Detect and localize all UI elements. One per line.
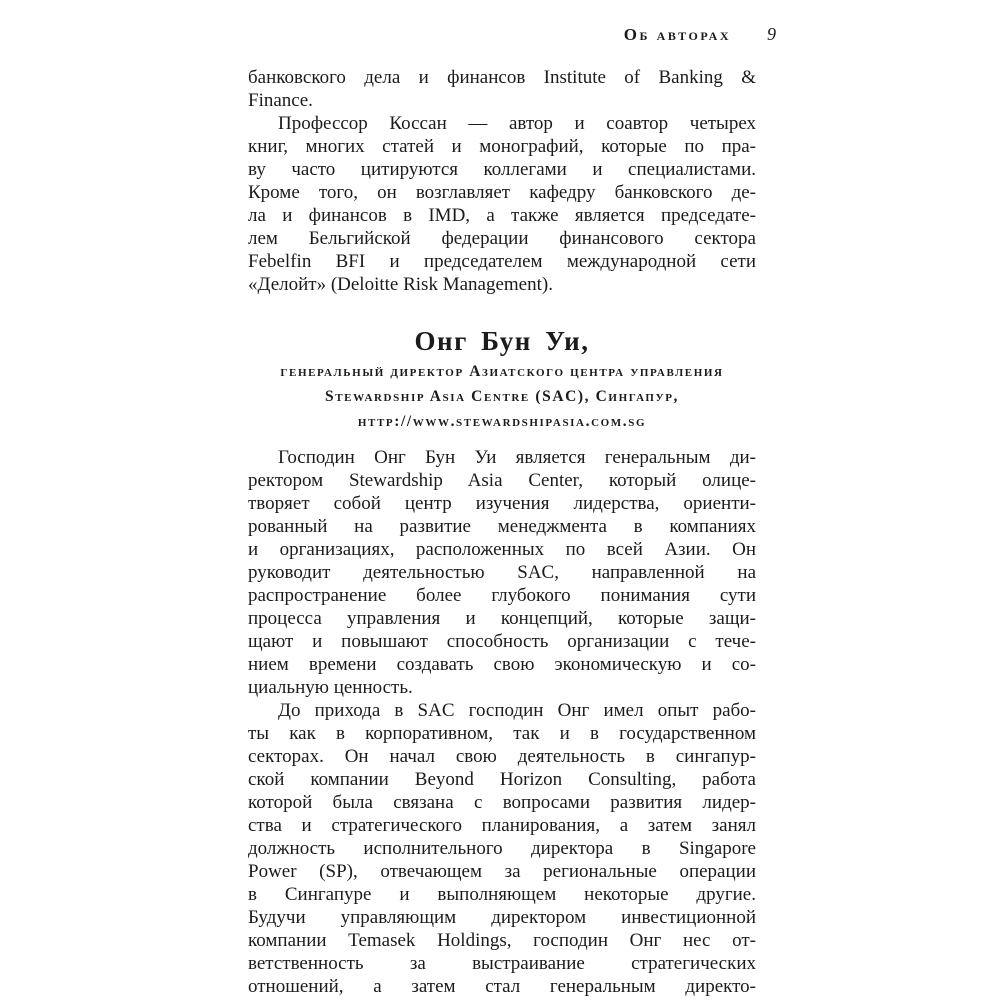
text-line: циальную ценность. [248,677,413,698]
text-line: банковского дела и финансов Institute of Banking & [248,67,756,88]
author-subtitle-line: Stewardship Asia Centre (SAC), Сингапур, [324,388,680,405]
text-line: распространение более глубокого понимания сути [248,585,756,606]
text-line: ву часто цитируются коллегами и специалистами. [248,159,756,180]
paragraph-ong-bio-2 [248,699,756,998]
text-line: руководит деятельностью SAC, направленной на [248,562,756,583]
author-name: Онг Бун Уи, [414,326,590,356]
text-line: компании Temasek Holdings, господин Онг нес от- [248,930,756,951]
text-line: ской компании Beyond Horizon Consulting, работа [248,769,756,790]
text-line: ства и стратегического планирования, а затем занял [248,815,756,836]
text-line: «Делойт» (Deloitte Risk Management). [248,274,553,295]
text-line: должность исполнительного директора в Singapore [248,838,756,859]
text-line: рованный на развитие менеджмента в компаниях [248,516,756,537]
text-line: и организациях, расположенных по всей Азии. Он [248,539,756,560]
text-column [248,66,756,998]
author-subtitle-line: генеральный директор Азиатского центра управления [280,363,724,380]
paragraphs-kossan [248,66,756,296]
text-line: ты как в корпоративном, так и в государственном [248,723,756,744]
running-header [0,24,776,45]
paragraph-ong-bio-1 [248,446,756,699]
text-line: процесса управления и концепций, которые защи- [248,608,756,629]
text-line: Power (SP), отвечающем за региональные операции [248,861,756,882]
text-line: лем Бельгийской федерации финансового сектора [248,228,756,249]
text-line: нием времени создавать свою экономическую и со- [248,654,756,675]
text-line: Finance. [248,90,313,111]
author-subtitle [248,359,756,434]
text-line: ректором Stewardship Asia Center, который олице- [248,470,756,491]
text-line: ла и финансов в IMD, а также является председате- [248,205,756,226]
author-heading [248,324,756,434]
text-line: отношений, а затем стал генеральным директо- [248,976,756,997]
text-line: книг, многих статей и монографий, которые по пра- [248,136,756,157]
text-line: в Сингапуре и выполняющем некоторые другие. [248,884,756,905]
running-header-title: Об авторах [623,25,731,44]
text-line: Febelfin BFI и председателем международной сети [248,251,756,272]
text-line: Профессор Коссан — автор и соавтор четырех [278,113,756,134]
text-line: секторах. Он начал свою деятельность в сингапур- [248,746,756,767]
author-subtitle-line: http://www.stewardshipasia.com.sg [357,413,647,430]
text-line: творяет собой центр изучения лидерства, ориенти- [248,493,756,514]
text-line: Кроме того, он возглавляет кафедру банковского де- [248,182,756,203]
page-number: 9 [767,24,776,44]
text-line: До прихода в SAC господин Онг имел опыт рабо- [278,700,756,721]
text-line: щают и повышают способность организации с тече- [248,631,756,652]
text-line: Будучи управляющим директором инвестиционной [248,907,756,928]
text-line: Господин Онг Бун Уи является генеральным ди- [278,447,756,468]
text-line: ветственность за выстраивание стратегических [248,953,756,974]
text-line: которой была связана с вопросами развития лидер- [248,792,756,813]
